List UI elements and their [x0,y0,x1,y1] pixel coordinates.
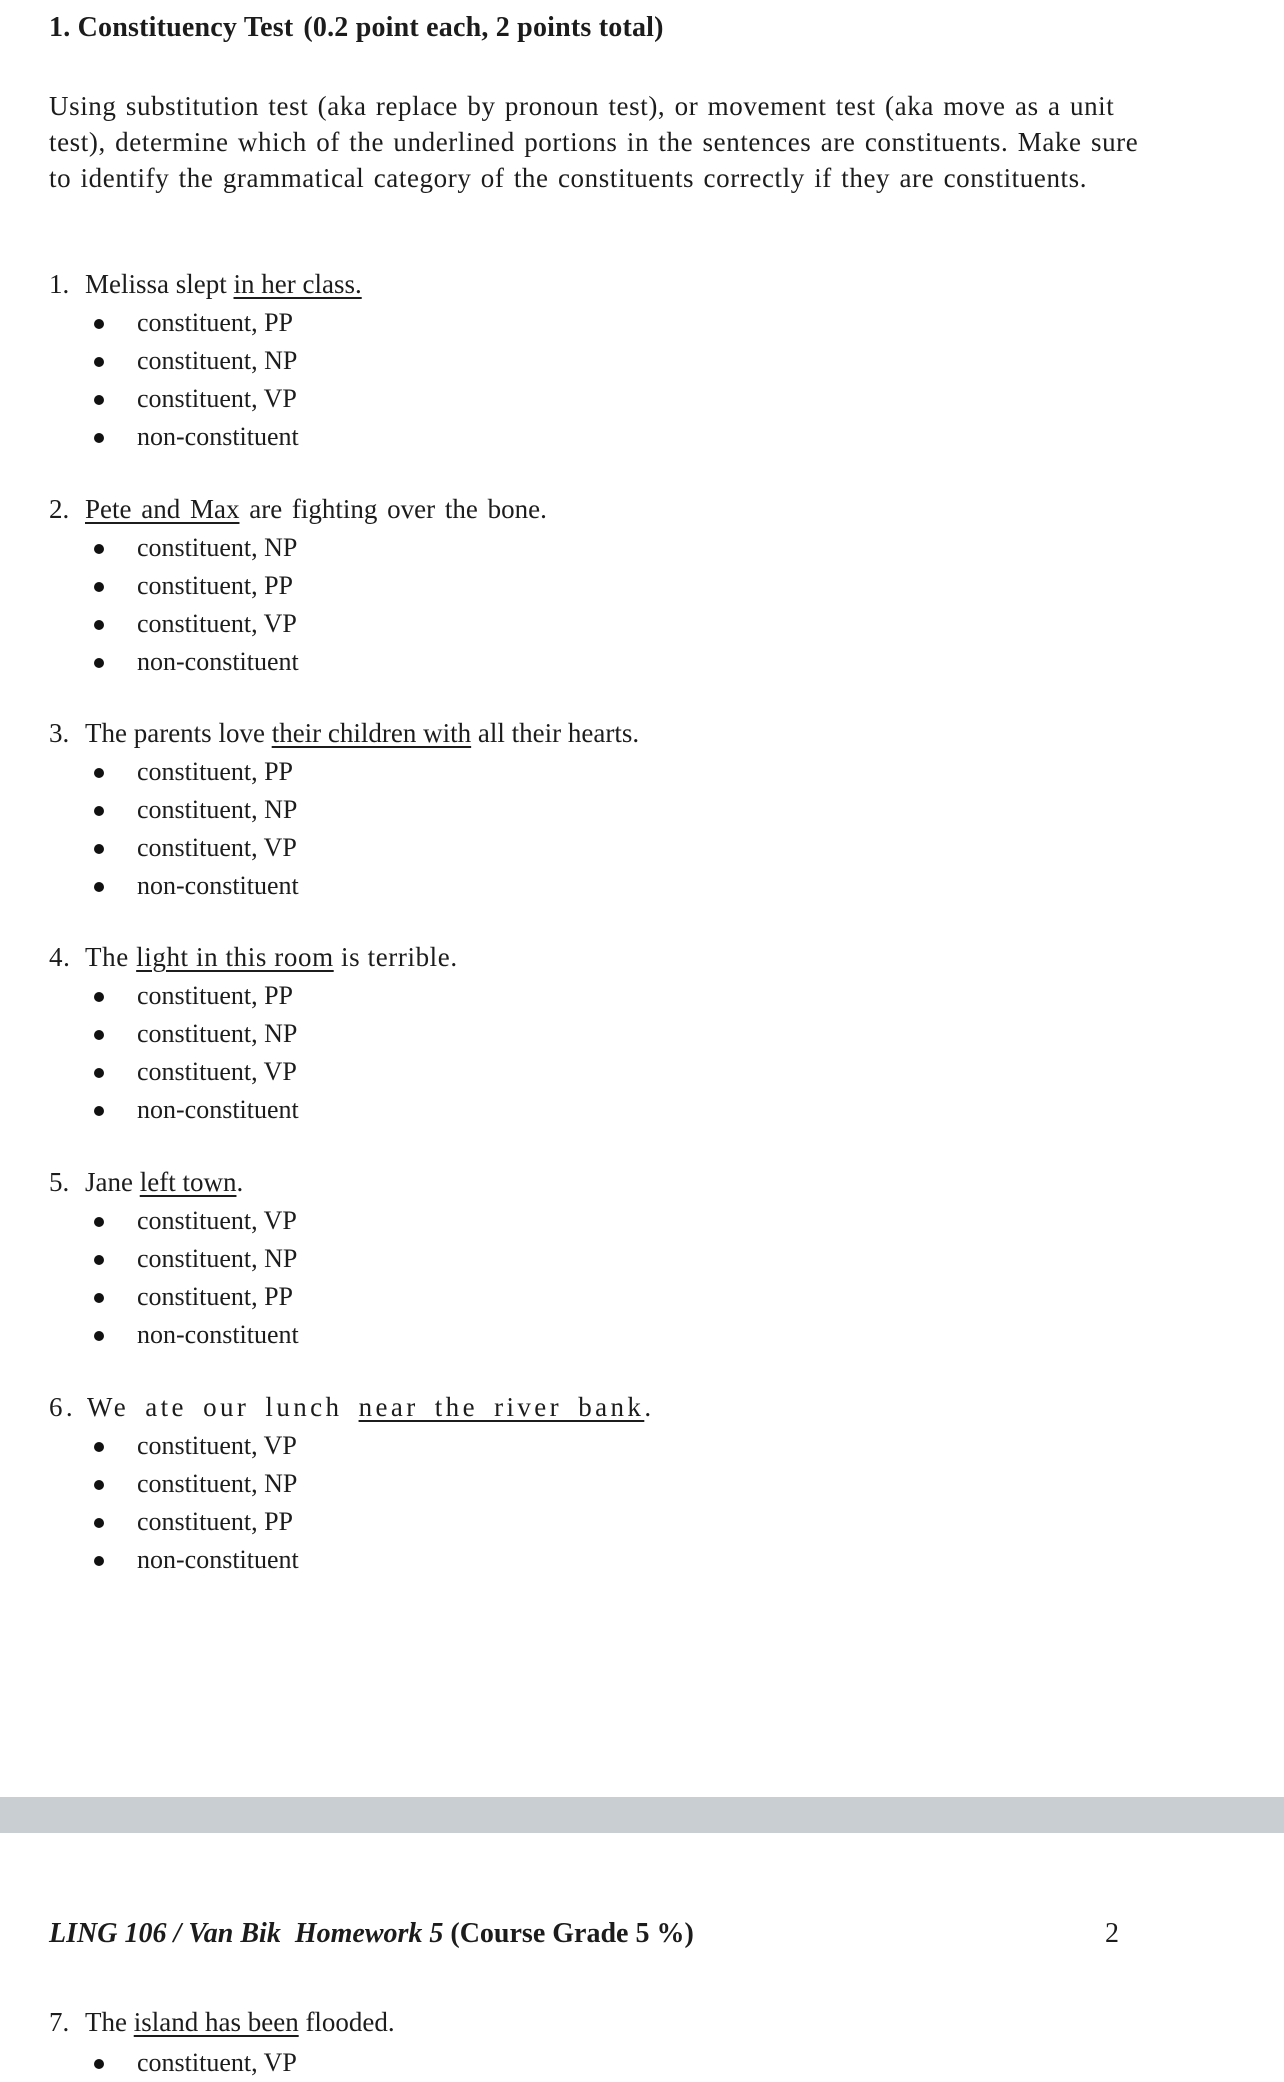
question-stem: 5. Jane left town. [49,1164,1199,1202]
question-number: 5. [49,1167,70,1197]
question-stem: 4. The light in this room is terrible. [49,939,1199,977]
answer-option[interactable]: constituent, VP [49,605,1199,643]
question-2 [49,491,1199,681]
bullet-icon [94,1030,104,1040]
page-break-divider [0,1797,1284,1833]
bullet-icon [94,1331,104,1341]
course-grade: (Course Grade 5 %) [450,1918,694,1949]
section-number: 1. [49,12,71,43]
section-title: Constituency Test [77,12,294,43]
answer-options [49,1202,1199,1354]
question-stem: 7. The island has been flooded. [49,2004,1149,2042]
answer-option[interactable]: constituent, NP [49,1015,1199,1053]
question-number: 4. [49,942,71,972]
answer-option[interactable]: constituent, NP [49,342,1199,380]
answer-option[interactable]: constituent, VP [49,380,1199,418]
bullet-icon [94,1106,104,1116]
answer-option[interactable]: non-constituent [49,1541,1199,1579]
bullet-icon [94,1442,104,1452]
answer-option[interactable]: constituent, PP [49,1503,1199,1541]
bullet-icon [94,1255,104,1265]
bullet-icon [94,1217,104,1227]
bullet-icon [94,1480,104,1490]
bullet-icon [94,544,104,554]
bullet-icon [94,433,104,443]
answer-option[interactable]: constituent, PP [49,977,1199,1015]
answer-option[interactable]: constituent, VP [49,1427,1199,1465]
answer-options [49,529,1199,681]
answer-option[interactable]: constituent, PP [49,1278,1199,1316]
answer-option[interactable]: constituent, NP [49,1240,1199,1278]
answer-option[interactable]: constituent, PP [49,567,1199,605]
question-number: 2. [49,494,70,524]
bullet-icon [94,882,104,892]
answer-option[interactable]: constituent, VP [49,829,1199,867]
underlined-phrase: Pete and Max [85,494,240,524]
bullet-icon [94,620,104,630]
instructions-paragraph: Using substitution test (aka replace by pronoun test), or movement test (aka move as a unit test), determine which of the underlined portions in the sentences are constituents. Make sure to identify the grammatical category of the constituents correctly if they are constituents. [49,91,1139,193]
question-number: 3. [49,718,70,748]
homework-title: Homework 5 [294,1918,444,1949]
bullet-icon [94,395,104,405]
bullet-icon [94,768,104,778]
answer-option[interactable]: non-constituent [49,643,1199,681]
answer-option[interactable]: constituent, NP [49,1465,1199,1503]
question-4 [49,939,1199,1129]
bullet-icon [94,844,104,854]
answer-options [49,753,1199,905]
answer-options [49,304,1199,456]
question-1 [49,266,1199,456]
question-5 [49,1164,1199,1354]
answer-option[interactable]: constituent, PP [49,753,1199,791]
bullet-icon [94,2059,104,2069]
answer-option[interactable]: constituent, VP [49,2044,1149,2082]
underlined-phrase: their children with [271,718,472,748]
question-stem: 6. We ate our lunch near the river bank. [49,1389,1199,1427]
answer-option[interactable]: non-constituent [49,418,1199,456]
course-name: LING 106 / Van Bik [49,1918,281,1949]
answer-options [49,977,1199,1129]
question-stem: 3. The parents love their children with all their hearts. [49,715,1199,753]
question-6 [49,1389,1199,1579]
answer-option[interactable]: constituent, PP [49,304,1199,342]
bullet-icon [94,1068,104,1078]
bullet-icon [94,992,104,1002]
section-heading [49,12,664,44]
answer-option[interactable]: constituent, VP [49,1053,1199,1091]
section-points: (0.2 point each, 2 points total) [303,12,664,43]
question-stem: 2. Pete and Max are fighting over the bone. [49,491,1199,529]
answer-option[interactable]: constituent, VP [49,1202,1199,1240]
answer-option[interactable]: constituent, NP [49,529,1199,567]
page-header-footer [49,1918,1119,1950]
underlined-phrase: in her class. [233,269,362,299]
answer-option[interactable]: constituent, NP [49,791,1199,829]
underlined-phrase: near the river bank [358,1392,645,1422]
question-7 [49,2004,1149,2077]
bullet-icon [94,582,104,592]
bullet-icon [94,1518,104,1528]
bullet-icon [94,658,104,668]
bullet-icon [94,1293,104,1303]
bullet-icon [94,357,104,367]
question-number: 1. [49,269,70,299]
question-3 [49,715,1199,905]
bullet-icon [94,1556,104,1566]
question-number: 7. [49,2007,70,2037]
question-stem: 1. Melissa slept in her class. [49,266,1199,304]
page-number: 2 [1105,1918,1119,1949]
answer-option[interactable]: non-constituent [49,1316,1199,1354]
bullet-icon [94,319,104,329]
underlined-phrase: left town [139,1167,237,1197]
bullet-icon [94,806,104,816]
answer-option[interactable]: non-constituent [49,867,1199,905]
answer-options [49,1427,1199,1579]
answer-option[interactable]: non-constituent [49,1091,1199,1129]
underlined-phrase: light in this room [136,942,334,972]
underlined-phrase: island has been [133,2007,299,2037]
question-number: 6. [49,1392,77,1422]
